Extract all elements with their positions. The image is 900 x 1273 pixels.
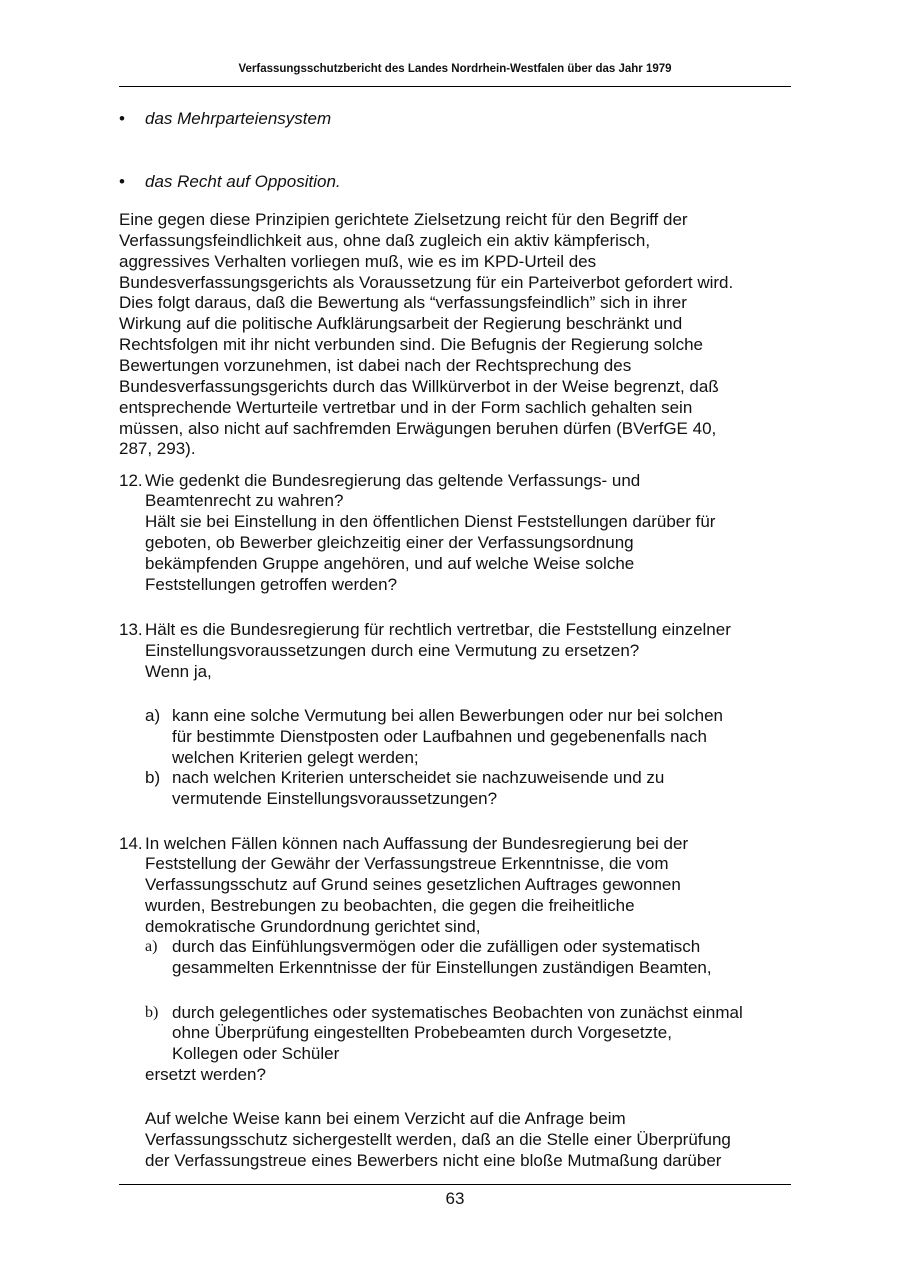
header-rule — [119, 86, 791, 87]
paragraph-line: Verfassungsfeindlichkeit aus, ohne daß zugleich ein aktiv kämpferisch, — [119, 231, 651, 250]
paragraph-line: aggressives Verhalten vorliegen muß, wie es im KPD-Urteil des — [119, 252, 597, 271]
page-number: 63 — [445, 1189, 465, 1208]
paragraph-line: Bundesverfassungsgerichts durch das Willkürverbot in der Weise begrenzt, daß — [119, 377, 719, 396]
question-number: 12. — [119, 471, 143, 490]
sub-item-line: durch das Einfühlungsvermögen oder die zufälligen oder systematisch — [172, 937, 701, 956]
paragraph-line: 287, 293). — [119, 439, 196, 458]
question-line: Wie gedenkt die Bundesregierung das geltende Verfassungs- und — [145, 471, 641, 490]
question-line: Einstellungsvoraussetzungen durch eine Vermutung zu ersetzen? — [145, 641, 640, 660]
question-line: bekämpfenden Gruppe angehören, und auf welche Weise solche — [145, 554, 635, 573]
sub-item-line: kann eine solche Vermutung bei allen Bewerbungen oder nur bei solchen — [172, 706, 723, 725]
footer-rule — [119, 1184, 791, 1185]
sub-item-line: vermutende Einstellungsvoraussetzungen? — [172, 789, 498, 808]
question-line: Beamtenrecht zu wahren? — [145, 491, 344, 510]
paragraph-line: entsprechende Werturteile vertretbar und in der Form sachlich gehalten sein — [119, 398, 693, 417]
question-number: 14. — [119, 834, 143, 853]
sub-item-line: durch gelegentliches oder systematisches Beobachten von zunächst einmal — [172, 1003, 743, 1022]
sub-item-line: welchen Kriterien gelegt werden; — [172, 748, 419, 767]
paragraph-line: Wirkung auf die politische Aufklärungsarbeit der Regierung beschränkt und — [119, 314, 683, 333]
sub-item-line: für bestimmte Dienstposten oder Laufbahnen und gegebenenfalls nach — [172, 727, 707, 746]
bullet-marker: • — [119, 109, 125, 128]
paragraph-line: Bundesverfassungsgerichts als Voraussetzung für ein Parteiverbot gefordert wird. — [119, 273, 734, 292]
bullet-item: das Mehrparteiensystem — [145, 109, 332, 128]
paragraph-line: müssen, also nicht auf sachfremden Erwägungen beruhen dürfen (BVerfGE 40, — [119, 419, 717, 438]
followup-line: der Verfassungstreue eines Bewerbers nicht eine bloße Mutmaßung darüber — [145, 1151, 722, 1170]
question-line: In welchen Fällen können nach Auffassung der Bundesregierung bei der — [145, 834, 689, 853]
followup-line: Auf welche Weise kann bei einem Verzicht auf die Anfrage beim — [145, 1109, 626, 1128]
sub-item-marker: a) — [145, 706, 161, 725]
question-closing: ersetzt werden? — [145, 1065, 266, 1084]
running-header: Verfassungsschutzbericht des Landes Nordrhein-Westfalen über das Jahr 1979 — [238, 63, 672, 75]
question-line: geboten, ob Bewerber gleichzeitig einer der Verfassungsordnung — [145, 533, 634, 552]
sub-item-marker: b) — [145, 768, 161, 787]
paragraph-line: Rechtsfolgen mit ihr nicht verbunden sind. Die Befugnis der Regierung solche — [119, 335, 703, 354]
bullet-item: das Recht auf Opposition. — [145, 172, 341, 191]
sub-item-line: Kollegen oder Schüler — [172, 1044, 340, 1063]
sub-item-marker: b) — [145, 1004, 159, 1021]
question-line: Verfassungsschutz auf Grund seines gesetzlichen Auftrages gewonnen — [145, 875, 681, 894]
sub-item-line: ohne Überprüfung eingestellten Probebeamten durch Vorgesetzte, — [172, 1023, 672, 1042]
sub-item-line: gesammelten Erkenntnisse der für Einstellungen zuständigen Beamten, — [172, 958, 712, 977]
question-line: demokratische Grundordnung gerichtet sind, — [145, 917, 481, 936]
question-line: Feststellung der Gewähr der Verfassungstreue Erkenntnisse, die vom — [145, 854, 669, 873]
question-line: Hält es die Bundesregierung für rechtlich vertretbar, die Feststellung einzelner — [145, 620, 731, 639]
bullet-marker: • — [119, 172, 125, 191]
paragraph-line: Dies folgt daraus, daß die Bewertung als “verfassungsfeindlich” sich in ihrer — [119, 293, 687, 312]
followup-line: Verfassungsschutz sichergestellt werden, daß an die Stelle einer Überprüfung — [145, 1130, 731, 1149]
question-line: Hält sie bei Einstellung in den öffentlichen Dienst Feststellungen darüber für — [145, 512, 716, 531]
sub-item-marker: a) — [145, 938, 158, 955]
question-number: 13. — [119, 620, 143, 639]
paragraph-line: Bewertungen vorzunehmen, ist dabei nach der Rechtsprechung des — [119, 356, 632, 375]
question-line: Feststellungen getroffen werden? — [145, 575, 398, 594]
sub-item-line: nach welchen Kriterien unterscheidet sie nachzuweisende und zu — [172, 768, 665, 787]
question-line: Wenn ja, — [145, 662, 212, 681]
question-line: wurden, Bestrebungen zu beobachten, die gegen die freiheitliche — [145, 896, 635, 915]
paragraph-line: Eine gegen diese Prinzipien gerichtete Zielsetzung reicht für den Begriff der — [119, 210, 688, 229]
